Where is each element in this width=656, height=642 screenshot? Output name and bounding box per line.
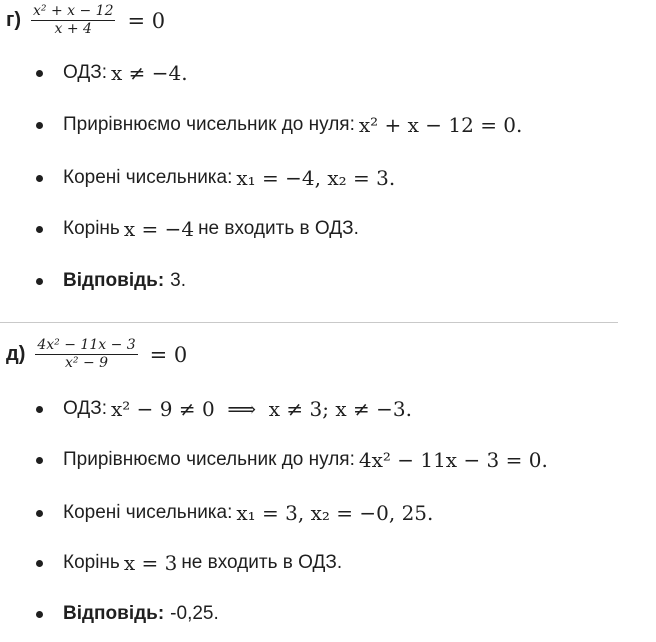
bullet-icon: [36, 122, 43, 129]
list-item: [36, 548, 342, 578]
bullet-icon: [36, 70, 43, 77]
divider: [0, 322, 618, 323]
bullet-icon: [36, 175, 43, 182]
item-math: x² + x − 12 = 0.: [358, 113, 523, 137]
item-text: Прирівнюємо чисельник до нуля:: [63, 114, 355, 135]
bullet-icon: [36, 457, 43, 464]
numerator: 4x² − 11x − 3: [37, 337, 136, 353]
list-item: [36, 110, 526, 140]
problem-label: д): [6, 343, 26, 365]
equals-zero: = 0: [127, 8, 166, 33]
list-item: [36, 498, 437, 528]
problem-label: г): [6, 9, 21, 31]
numerator: x² + x − 12: [33, 3, 114, 19]
answer-label: Відповідь:: [63, 603, 165, 624]
item-text: Корені чисельника:: [63, 502, 233, 523]
item-text: не входить в ОДЗ.: [181, 552, 343, 573]
item-text: ОДЗ:: [63, 398, 107, 419]
item-math: x = −4: [123, 217, 195, 241]
bullet-icon: [36, 611, 43, 618]
bullet-icon: [36, 510, 43, 517]
item-math: x₁ = −4, x₂ = 3.: [236, 166, 396, 190]
list-item: [36, 214, 359, 244]
denominator: x² − 9: [64, 355, 109, 371]
answer-label: Відповідь:: [63, 270, 165, 291]
list-item: [36, 445, 552, 475]
item-text: не входить в ОДЗ.: [198, 218, 359, 239]
item-math: 4x² − 11x − 3 = 0.: [358, 448, 548, 472]
list-item: [36, 58, 192, 88]
equals-zero: = 0: [149, 342, 188, 367]
bullet-icon: [36, 560, 43, 567]
bullet-icon: [36, 406, 43, 413]
item-text: Корені чисельника:: [63, 167, 233, 188]
list-item: [36, 163, 399, 193]
problem-d-header: [6, 338, 187, 371]
fraction: [31, 4, 115, 37]
list-item: [36, 599, 219, 629]
item-text: Корінь: [63, 218, 120, 239]
bullet-icon: [36, 226, 43, 233]
item-math: x² − 9 ≠ 0 ⟹ x ≠ 3; x ≠ −3.: [110, 397, 412, 421]
denominator: x + 4: [54, 21, 92, 37]
item-text: ОДЗ:: [63, 62, 107, 83]
item-math: x = 3: [123, 551, 178, 575]
bullet-icon: [36, 278, 43, 285]
problem-g-header: [6, 4, 165, 37]
item-text: Прирівнюємо чисельник до нуля:: [63, 449, 355, 470]
list-item: [36, 394, 416, 424]
item-math: x ≠ −4.: [110, 61, 188, 85]
answer-value: -0,25.: [170, 603, 219, 624]
item-text: Корінь: [63, 552, 120, 573]
fraction: [35, 338, 137, 371]
list-item: [36, 266, 186, 296]
item-math: x₁ = 3, x₂ = −0, 25.: [236, 501, 434, 525]
answer-value: 3.: [170, 270, 187, 291]
